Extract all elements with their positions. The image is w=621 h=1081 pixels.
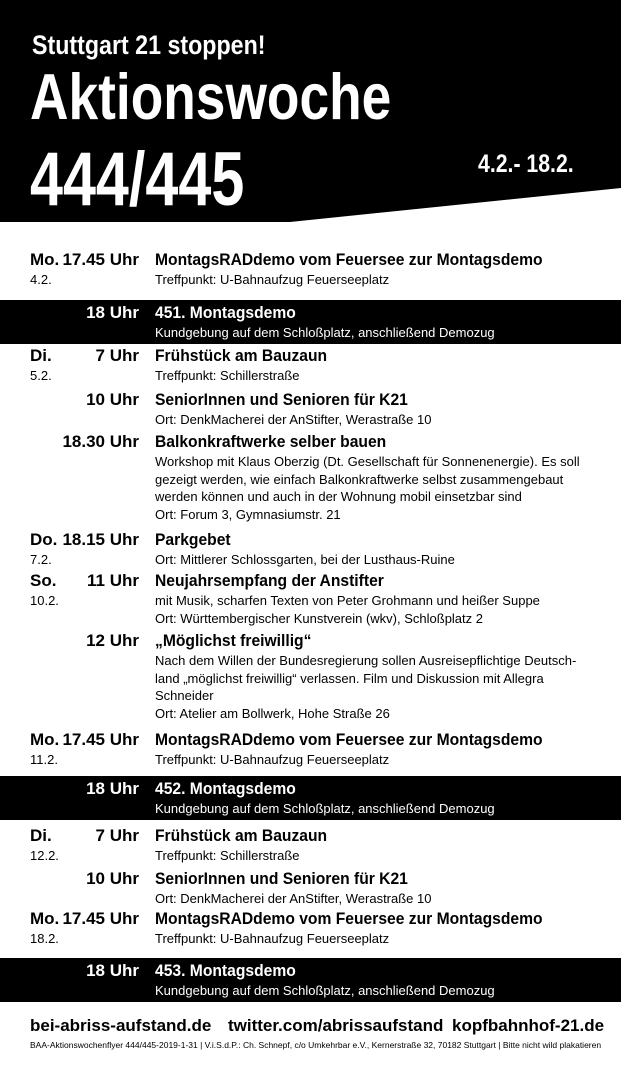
header-dates: 4.2.- 18.2.: [478, 150, 574, 178]
event-highlight: [0, 958, 621, 1002]
event-detail-line: Kundgebung auf dem Schloßplatz, anschließend Demozug: [155, 325, 495, 340]
event-day: Do.: [30, 530, 58, 549]
event-date: 5.2.: [30, 368, 52, 383]
event-highlight: [0, 300, 621, 344]
event-time: 18 Uhr: [86, 303, 139, 322]
event-detail-line: Treffpunkt: Schillerstraße: [155, 848, 300, 863]
event: [0, 390, 621, 430]
event-detail-line: Ort: Württembergischer Kunstverein (wkv), Schloßplatz 2: [155, 610, 483, 626]
event-title: 451. Montagsdemo: [155, 303, 296, 322]
event-time: 12 Uhr: [86, 631, 139, 650]
event-day: Mo.: [30, 909, 60, 928]
event-detail-line: Ort: Mittlerer Schlossgarten, bei der Lusthaus-Ruine: [155, 552, 455, 567]
event-day: Mo.: [30, 250, 60, 269]
event-detail-line: mit Musik, scharfen Texten von Peter Grohmann und heißer Suppe: [155, 593, 540, 608]
event-highlight: [0, 776, 621, 820]
event-detail-line: Treffpunkt: Schillerstraße: [155, 368, 300, 383]
event-date: 4.2.: [30, 272, 52, 287]
event-title: SeniorInnen und Senioren für K21: [155, 390, 408, 409]
event-day: Di.: [30, 346, 52, 365]
header-kicker: Stuttgart 21 stoppen!: [32, 30, 266, 60]
event-title: MontagsRADdemo vom Feuersee zur Montagsdemo: [155, 909, 543, 928]
event-detail-line: Ort: Forum 3, Gymnasiumstr. 21: [155, 506, 341, 522]
event: [0, 530, 621, 570]
event-detail-line: Treffpunkt: U-Bahnaufzug Feuerseeplatz: [155, 931, 390, 946]
event-time: 10 Uhr: [86, 869, 139, 888]
event-time: 11 Uhr: [87, 571, 139, 590]
event-detail-line: Nach dem Willen der Bundesregierung sollen Ausreisepflichtige Deutsch-: [155, 653, 577, 668]
event-title: Parkgebet: [155, 530, 231, 549]
event-time: 17.45 Uhr: [62, 730, 139, 749]
event-detail-line: Ort: DenkMacherei der AnStifter, Werastraße 10: [155, 412, 432, 427]
event-time: 18 Uhr: [86, 961, 139, 980]
event-time: 18.30 Uhr: [62, 432, 139, 451]
header-number: 444/445: [30, 137, 245, 222]
event-title: 453. Montagsdemo: [155, 961, 296, 980]
event: [0, 730, 621, 770]
event-detail-line: Kundgebung auf dem Schloßplatz, anschließend Demozug: [155, 801, 495, 816]
event-title: 452. Montagsdemo: [155, 779, 296, 798]
event-day: Mo.: [30, 730, 60, 749]
event-title: MontagsRADdemo vom Feuersee zur Montagsdemo: [155, 250, 543, 269]
event-date: 18.2.: [30, 931, 59, 946]
event-day: So.: [30, 571, 57, 590]
event-time: 17.45 Uhr: [62, 250, 139, 269]
event-title: SeniorInnen und Senioren für K21: [155, 869, 408, 888]
event-title: „Möglichst freiwillig“: [155, 631, 312, 650]
footer-link-kopfbahnhof[interactable]: kopfbahnhof-21.de: [452, 1016, 605, 1035]
event: [0, 571, 621, 628]
event-detail-line: Ort: DenkMacherei der AnStifter, Werastraße 10: [155, 891, 432, 906]
event: [0, 869, 621, 909]
event-title: Frühstück am Bauzaun: [155, 346, 328, 365]
event: [0, 631, 621, 723]
event-time: 17.45 Uhr: [62, 909, 139, 928]
event-day: Di.: [30, 826, 52, 845]
event: [0, 250, 621, 290]
event: [0, 432, 621, 524]
footer-link-twitter[interactable]: twitter.com/abrissaufstand: [228, 1016, 444, 1035]
event-detail-line: land „möglichst freiwillig“ verlassen. Film und Diskussion mit Allegra: [155, 670, 544, 686]
event: [0, 909, 621, 949]
event-time: 7 Uhr: [95, 826, 139, 845]
event: [0, 346, 621, 386]
event-detail-line: gezeigt werden, wie einfach Balkonkraftwerke selbst zusammengebaut: [155, 471, 564, 487]
event-detail-line: werden können und auch in der Wohnung mobil einsetzbar sind: [155, 489, 522, 504]
event-title: MontagsRADdemo vom Feuersee zur Montagsdemo: [155, 730, 543, 749]
event-detail-line: Schneider: [155, 688, 214, 703]
footer-links: [0, 1016, 621, 1040]
event-time: 18.15 Uhr: [62, 530, 139, 549]
footer-link-website[interactable]: bei-abriss-aufstand.de: [30, 1016, 212, 1035]
event-title: Neujahrsempfang der Anstifter: [155, 571, 384, 590]
imprint-text: BAA-Aktionswochenflyer 444/445-2019-1-31 | V.i.S.d.P.: Ch. Schnepf, c/o Umkehrbar e.V., Kernerstraße 32, 70182 Stuttgart | Bitte nicht wild plakatieren: [30, 1040, 602, 1050]
header-banner: [0, 0, 621, 240]
event-title: Balkonkraftwerke selber bauen: [155, 432, 387, 451]
header-title: Aktionswoche: [30, 60, 392, 133]
event-date: 7.2.: [30, 552, 52, 567]
event-detail-line: Ort: Atelier am Bollwerk, Hohe Straße 26: [155, 705, 390, 721]
event-detail-line: Treffpunkt: U-Bahnaufzug Feuerseeplatz: [155, 752, 390, 767]
event-date: 12.2.: [30, 848, 59, 863]
event-detail-line: Kundgebung auf dem Schloßplatz, anschließend Demozug: [155, 983, 495, 998]
event-date: 10.2.: [30, 593, 59, 608]
event-time: 10 Uhr: [86, 390, 139, 409]
event-title: Frühstück am Bauzaun: [155, 826, 328, 845]
event-date: 11.2.: [30, 752, 58, 767]
event-detail-line: Workshop mit Klaus Oberzig (Dt. Gesellschaft für Sonnenenergie). Es soll: [155, 454, 580, 469]
event-time: 7 Uhr: [95, 346, 139, 365]
event-time: 18 Uhr: [86, 779, 139, 798]
event: [0, 826, 621, 866]
event-detail-line: Treffpunkt: U-Bahnaufzug Feuerseeplatz: [155, 272, 390, 287]
